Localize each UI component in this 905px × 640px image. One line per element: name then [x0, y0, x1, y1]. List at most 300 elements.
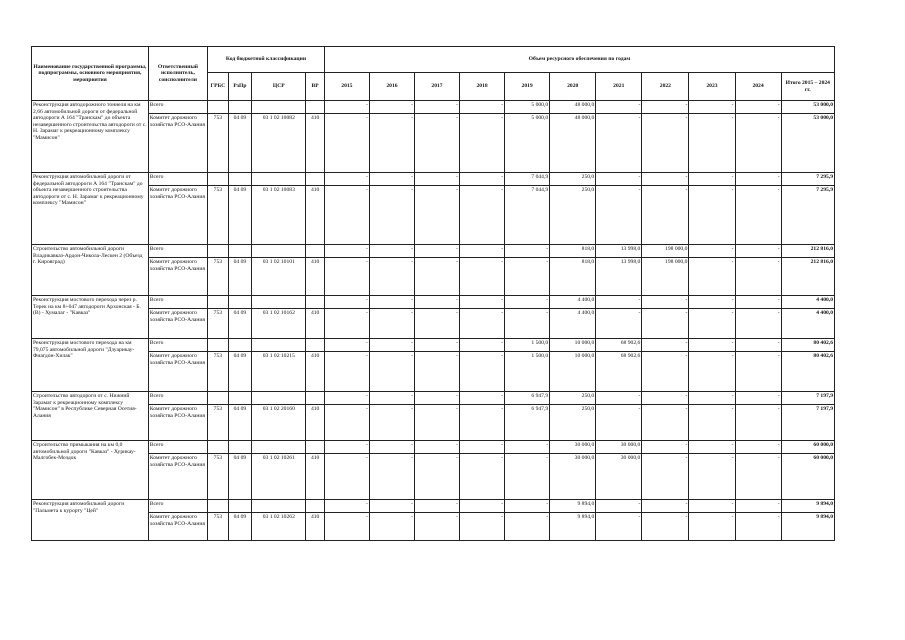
year-value: 9 894,0 — [550, 513, 596, 541]
year-value: - — [460, 309, 505, 339]
year-value: - — [414, 245, 459, 258]
year-value: - — [414, 352, 459, 392]
row-total-sum: 60 000,0 — [781, 441, 834, 454]
year-value: - — [505, 245, 550, 258]
empty-cell — [208, 441, 228, 454]
year-value: - — [596, 500, 642, 513]
year-value: - — [505, 296, 550, 309]
header-year: 2019 — [505, 73, 550, 101]
year-value: - — [324, 513, 369, 541]
year-value: - — [642, 405, 689, 441]
year-value: 13 998,0 — [596, 245, 642, 258]
rzpr-code: 04 09 — [228, 309, 252, 339]
year-value: - — [369, 245, 414, 258]
row-total-sum: 80 402,6 — [781, 339, 834, 352]
measure-name: Реконструкция мостового перехода через р. Терек на км 8+047 автодороги Архонская - Б.(В) - Хумалаг - "Кавказ" — [32, 296, 149, 339]
header-year: 2024 — [735, 73, 781, 101]
executor-name: Комитет дорожного хозяйства РСО-Алания — [148, 513, 207, 541]
rzpr-code: 04 09 — [228, 454, 252, 500]
year-value: - — [642, 339, 689, 352]
year-value: - — [689, 352, 735, 392]
rzpr-code: 04 09 — [228, 513, 252, 541]
measure-name: Строительство примыкания на км 0,0 автомобильной дороги "Кавказ" - Хурикау-Малгобек-Моздок — [32, 441, 149, 500]
empty-cell — [306, 296, 324, 309]
empty-cell — [208, 339, 228, 352]
year-value: - — [596, 309, 642, 339]
year-value: - — [369, 173, 414, 186]
year-value: - — [369, 186, 414, 245]
year-value: - — [642, 454, 689, 500]
executor-name: Комитет дорожного хозяйства РСО-Алания — [148, 309, 207, 339]
year-value: 198 000,0 — [642, 245, 689, 258]
year-value: - — [414, 405, 459, 441]
vr-code: 410 — [306, 405, 324, 441]
csr-code: 03 1 02 10215 — [252, 352, 306, 392]
year-value: - — [414, 454, 459, 500]
year-value: - — [460, 441, 505, 454]
year-value: - — [324, 173, 369, 186]
header-vr: ВР — [306, 73, 324, 101]
year-value: - — [735, 309, 781, 339]
year-value: - — [735, 114, 781, 173]
year-value: - — [414, 309, 459, 339]
year-value: - — [324, 101, 369, 114]
measure-name: Реконструкция автодорожного тоннеля на км 2,66 автомобильной дороги от федеральной автодороги А 164 "Транскам" до объекта незавершенного строительства автодороги от с. Н. Зарамаг к рекреационному комплексу "Мамисон" — [32, 101, 149, 173]
year-value: - — [735, 392, 781, 405]
empty-cell — [306, 441, 324, 454]
year-value: - — [505, 500, 550, 513]
year-value: - — [689, 309, 735, 339]
year-value: 30 000,0 — [596, 454, 642, 500]
year-value: - — [369, 500, 414, 513]
csr-code: 03 1 02 10082 — [252, 114, 306, 173]
year-value: - — [460, 405, 505, 441]
row-total-sum: 53 000,0 — [781, 114, 834, 173]
year-value: - — [735, 101, 781, 114]
year-value: 250,0 — [550, 392, 596, 405]
year-value: - — [689, 245, 735, 258]
year-value: - — [324, 245, 369, 258]
empty-cell — [228, 500, 252, 513]
measure-name: Реконструкция автомобильной дороги "Пальмета к курорту "Цей" — [32, 500, 149, 541]
year-value: - — [596, 114, 642, 173]
table-row-total — [32, 441, 835, 454]
year-value: - — [460, 500, 505, 513]
header-year: 2023 — [689, 73, 735, 101]
year-value: 48 000,0 — [550, 101, 596, 114]
empty-cell — [228, 101, 252, 114]
measure-name: Строительство автодороги от с. Нижний Зарамаг к рекреационному комплексу "Мамисон" в Республике Северная Осетия-Алания — [32, 392, 149, 441]
row-total-sum: 7 197,9 — [781, 405, 834, 441]
year-value: - — [414, 500, 459, 513]
empty-cell — [252, 392, 306, 405]
row-total-sum: 4 400,0 — [781, 309, 834, 339]
table-row-total — [32, 392, 835, 405]
year-value: - — [642, 296, 689, 309]
measure-name: Строительство автомобильной дороги Владикавказ-Ардон-Чикола-Лескен 2 (Объезд г. Кировград) — [32, 245, 149, 296]
year-value: - — [735, 245, 781, 258]
year-value: - — [460, 173, 505, 186]
year-value: - — [369, 339, 414, 352]
year-value: - — [369, 296, 414, 309]
rzpr-code: 04 09 — [228, 405, 252, 441]
empty-cell — [208, 101, 228, 114]
table-row-executor — [32, 513, 835, 541]
year-value: - — [414, 258, 459, 296]
year-value: - — [689, 441, 735, 454]
year-value: - — [689, 258, 735, 296]
year-value: - — [369, 454, 414, 500]
header-year: 2018 — [460, 73, 505, 101]
empty-cell — [306, 500, 324, 513]
year-value: - — [460, 392, 505, 405]
year-value: - — [324, 454, 369, 500]
year-value: - — [735, 405, 781, 441]
year-value: - — [460, 296, 505, 309]
year-value: - — [414, 114, 459, 173]
year-value: - — [689, 186, 735, 245]
year-value: 7 044,9 — [505, 186, 550, 245]
table-row-total — [32, 500, 835, 513]
grbs-code: 753 — [208, 405, 228, 441]
year-value: 13 998,0 — [596, 258, 642, 296]
empty-cell — [306, 339, 324, 352]
empty-cell — [228, 392, 252, 405]
row-total-sum: 80 402,6 — [781, 352, 834, 392]
header-name: Наименование государственной программы, подпрограммы, основного мероприятия, мероприятия — [32, 47, 149, 101]
year-value: - — [414, 186, 459, 245]
row-total-sum: 60 000,0 — [781, 454, 834, 500]
year-value: - — [460, 245, 505, 258]
grbs-code: 753 — [208, 186, 228, 245]
year-value: - — [414, 296, 459, 309]
header-csr: ЦСР — [252, 73, 306, 101]
table-header — [32, 47, 835, 101]
grbs-code: 753 — [208, 258, 228, 296]
year-value: - — [369, 513, 414, 541]
table-row-total — [32, 339, 835, 352]
year-value: - — [460, 513, 505, 541]
year-value: 1 500,0 — [505, 352, 550, 392]
header-total: Итого 2015 – 2024 гг. — [781, 73, 834, 101]
year-value: 818,0 — [550, 245, 596, 258]
table-row-executor — [32, 309, 835, 339]
executor-name: Комитет дорожного хозяйства РСО-Алания — [148, 258, 207, 296]
row-total-sum: 7 295,9 — [781, 186, 834, 245]
vr-code: 410 — [306, 513, 324, 541]
year-value: - — [735, 352, 781, 392]
year-value: 250,0 — [550, 186, 596, 245]
total-label: Всего — [148, 500, 207, 513]
budget-table — [31, 46, 835, 541]
year-value: - — [369, 258, 414, 296]
empty-cell — [252, 101, 306, 114]
csr-code: 03 1 02 10162 — [252, 309, 306, 339]
row-total-sum: 4 400,0 — [781, 296, 834, 309]
empty-cell — [306, 173, 324, 186]
year-value: 10 000,0 — [550, 339, 596, 352]
executor-name: Комитет дорожного хозяйства РСО-Алания — [148, 352, 207, 392]
year-value: - — [324, 405, 369, 441]
empty-cell — [306, 101, 324, 114]
table-row-executor — [32, 352, 835, 392]
total-label: Всего — [148, 441, 207, 454]
empty-cell — [208, 245, 228, 258]
csr-code: 03 1 02 10262 — [252, 513, 306, 541]
vr-code: 410 — [306, 454, 324, 500]
grbs-code: 753 — [208, 352, 228, 392]
executor-name: Комитет дорожного хозяйства РСО-Алания — [148, 186, 207, 245]
year-value: - — [596, 296, 642, 309]
grbs-code: 753 — [208, 114, 228, 173]
year-value: - — [460, 114, 505, 173]
year-value: - — [689, 454, 735, 500]
year-value: - — [414, 513, 459, 541]
row-total-sum: 7 197,9 — [781, 392, 834, 405]
header-year: 2015 — [324, 73, 369, 101]
header-year: 2016 — [369, 73, 414, 101]
rzpr-code: 04 09 — [228, 114, 252, 173]
year-value: - — [369, 114, 414, 173]
year-value: - — [689, 513, 735, 541]
year-value: - — [596, 186, 642, 245]
vr-code: 410 — [306, 258, 324, 296]
year-value: - — [642, 309, 689, 339]
rzpr-code: 04 09 — [228, 352, 252, 392]
document-page — [31, 46, 835, 541]
year-value: 4 400,0 — [550, 296, 596, 309]
grbs-code: 753 — [208, 513, 228, 541]
year-value: - — [324, 309, 369, 339]
empty-cell — [252, 173, 306, 186]
year-value: - — [642, 114, 689, 173]
total-label: Всего — [148, 392, 207, 405]
empty-cell — [208, 500, 228, 513]
csr-code: 03 1 02 10101 — [252, 258, 306, 296]
empty-cell — [252, 296, 306, 309]
year-value: - — [505, 441, 550, 454]
empty-cell — [228, 296, 252, 309]
empty-cell — [228, 245, 252, 258]
year-value: - — [642, 500, 689, 513]
year-value: - — [735, 173, 781, 186]
year-value: - — [324, 441, 369, 454]
year-value: - — [414, 173, 459, 186]
year-value: - — [414, 101, 459, 114]
header-year: 2022 — [642, 73, 689, 101]
empty-cell — [228, 339, 252, 352]
measure-name: Реконструкция автомобильной дороги от федеральной автодороги А 164 "Транскам" до объекта незавершенного строительства автодороги от с. Н. Зарамаг к рекреационному комплексу "Мамисон" — [32, 173, 149, 245]
header-budget-code: Код бюджетной классификации — [208, 47, 325, 73]
year-value: - — [735, 339, 781, 352]
table-row-executor — [32, 114, 835, 173]
year-value: - — [735, 500, 781, 513]
year-value: - — [324, 296, 369, 309]
year-value: 250,0 — [550, 405, 596, 441]
year-value: - — [369, 101, 414, 114]
year-value: 5 000,0 — [505, 101, 550, 114]
year-value: - — [596, 173, 642, 186]
year-value: - — [689, 405, 735, 441]
empty-cell — [208, 392, 228, 405]
year-value: - — [596, 513, 642, 541]
table-row-executor — [32, 258, 835, 296]
year-value: 30 000,0 — [596, 441, 642, 454]
empty-cell — [208, 296, 228, 309]
table-row-executor — [32, 405, 835, 441]
row-total-sum: 9 894,0 — [781, 513, 834, 541]
total-label: Всего — [148, 339, 207, 352]
empty-cell — [306, 245, 324, 258]
year-value: - — [689, 173, 735, 186]
year-value: 5 000,0 — [505, 114, 550, 173]
year-value: 4 400,0 — [550, 309, 596, 339]
empty-cell — [252, 441, 306, 454]
year-value: - — [324, 258, 369, 296]
empty-cell — [228, 173, 252, 186]
vr-code: 410 — [306, 352, 324, 392]
year-value: 818,0 — [550, 258, 596, 296]
year-value: - — [324, 352, 369, 392]
year-value: - — [735, 296, 781, 309]
year-value: - — [505, 513, 550, 541]
year-value: - — [735, 454, 781, 500]
year-value: 7 044,9 — [505, 173, 550, 186]
table-row-total — [32, 296, 835, 309]
header-year: 2020 — [550, 73, 596, 101]
year-value: - — [414, 441, 459, 454]
year-value: - — [689, 114, 735, 173]
year-value: - — [735, 441, 781, 454]
table-row-total — [32, 173, 835, 186]
empty-cell — [208, 173, 228, 186]
year-value: - — [369, 309, 414, 339]
empty-cell — [252, 245, 306, 258]
year-value: - — [369, 392, 414, 405]
year-value: - — [642, 186, 689, 245]
year-value: - — [689, 339, 735, 352]
year-value: 6 947,9 — [505, 405, 550, 441]
header-rzpr: РзПр — [228, 73, 252, 101]
year-value: - — [735, 258, 781, 296]
year-value: - — [324, 392, 369, 405]
year-value: - — [689, 500, 735, 513]
rzpr-code: 04 09 — [228, 186, 252, 245]
year-value: - — [460, 454, 505, 500]
year-value: - — [689, 296, 735, 309]
year-value: 30 000,0 — [550, 454, 596, 500]
year-value: - — [324, 500, 369, 513]
executor-name: Комитет дорожного хозяйства РСО-Алания — [148, 114, 207, 173]
header-responsible: Ответственный исполнитель, соисполнители — [148, 47, 207, 101]
table-row-total — [32, 245, 835, 258]
year-value: - — [642, 101, 689, 114]
year-value: - — [460, 101, 505, 114]
year-value: - — [596, 101, 642, 114]
year-value: - — [642, 392, 689, 405]
row-total-sum: 212 816,0 — [781, 258, 834, 296]
csr-code: 03 1 02 10261 — [252, 454, 306, 500]
total-label: Всего — [148, 296, 207, 309]
table-body — [32, 101, 835, 541]
year-value: - — [460, 339, 505, 352]
empty-cell — [228, 441, 252, 454]
row-total-sum: 53 000,0 — [781, 101, 834, 114]
header-grbs: ГРБС — [208, 73, 228, 101]
year-value: - — [324, 114, 369, 173]
year-value: - — [324, 339, 369, 352]
rzpr-code: 04 09 — [228, 258, 252, 296]
measure-name: Реконструкция мостового перехода на км 79,075 автомобильной дороги "Дзуарикау-Фиагдон-Хилак" — [32, 339, 149, 392]
year-value: - — [642, 441, 689, 454]
vr-code: 410 — [306, 114, 324, 173]
header-volume: Объем ресурсного обеспечения по годам — [324, 47, 834, 73]
year-value: - — [596, 405, 642, 441]
row-total-sum: 212 816,0 — [781, 245, 834, 258]
year-value: - — [689, 101, 735, 114]
year-value: - — [460, 186, 505, 245]
year-value: - — [642, 352, 689, 392]
year-value: - — [505, 258, 550, 296]
csr-code: 03 1 02 20160 — [252, 405, 306, 441]
vr-code: 410 — [306, 309, 324, 339]
year-value: 48 000,0 — [550, 114, 596, 173]
table-row-executor — [32, 454, 835, 500]
year-value: - — [324, 186, 369, 245]
executor-name: Комитет дорожного хозяйства РСО-Алания — [148, 454, 207, 500]
csr-code: 03 1 02 10083 — [252, 186, 306, 245]
year-value: - — [689, 392, 735, 405]
year-value: - — [369, 352, 414, 392]
year-value: 9 894,0 — [550, 500, 596, 513]
row-total-sum: 9 894,0 — [781, 500, 834, 513]
year-value: 10 000,0 — [550, 352, 596, 392]
year-value: 68 902,6 — [596, 352, 642, 392]
grbs-code: 753 — [208, 454, 228, 500]
empty-cell — [306, 392, 324, 405]
table-row-total — [32, 101, 835, 114]
empty-cell — [252, 339, 306, 352]
year-value: 6 947,9 — [505, 392, 550, 405]
year-value: 68 902,6 — [596, 339, 642, 352]
year-value: - — [369, 441, 414, 454]
empty-cell — [252, 500, 306, 513]
year-value: - — [369, 405, 414, 441]
year-value: - — [642, 173, 689, 186]
year-value: 198 000,0 — [642, 258, 689, 296]
total-label: Всего — [148, 173, 207, 186]
year-value: - — [460, 352, 505, 392]
year-value: 30 000,0 — [550, 441, 596, 454]
total-label: Всего — [148, 101, 207, 114]
total-label: Всего — [148, 245, 207, 258]
executor-name: Комитет дорожного хозяйства РСО-Алания — [148, 405, 207, 441]
year-value: - — [460, 258, 505, 296]
year-value: 1 500,0 — [505, 339, 550, 352]
row-total-sum: 7 295,9 — [781, 173, 834, 186]
year-value: - — [505, 309, 550, 339]
year-value: - — [596, 392, 642, 405]
vr-code: 410 — [306, 186, 324, 245]
header-year: 2017 — [414, 73, 459, 101]
year-value: 250,0 — [550, 173, 596, 186]
year-value: - — [642, 513, 689, 541]
grbs-code: 753 — [208, 309, 228, 339]
header-year: 2021 — [596, 73, 642, 101]
year-value: - — [735, 513, 781, 541]
year-value: - — [505, 454, 550, 500]
table-row-executor — [32, 186, 835, 245]
